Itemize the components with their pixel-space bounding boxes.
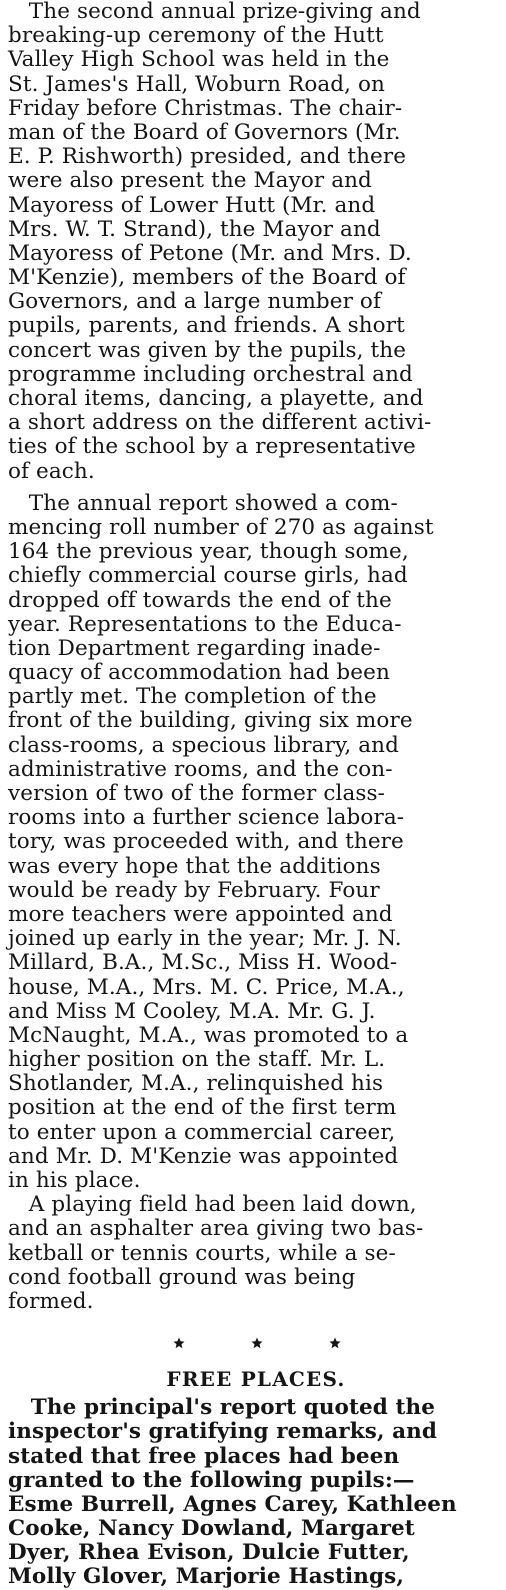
section-separator [8, 1322, 498, 1362]
text-line: front of the building, giving six more [8, 708, 413, 734]
pupil-names-line: Dyer, Rhea Evison, Dulcie Futter, [8, 1540, 410, 1566]
text-line: The second annual prize-giving and [8, 0, 421, 24]
text-line: choral items, dancing, a playette, and [8, 386, 424, 411]
text-line: dropped off towards the end of the [8, 587, 392, 613]
text-line: more teachers were appointed and [8, 901, 393, 927]
text-line: breaking-up ceremony of the Hutt [8, 23, 384, 49]
text-line: mencing roll number of 270 as against [8, 514, 434, 540]
text-line: man of the Board of Governors (Mr. [8, 119, 401, 145]
text-line: Shotlander, M.A., relinquished his [8, 1071, 384, 1097]
text-line: quacy of accommodation had been [8, 660, 390, 686]
text-line: and an asphalter area giving two bas- [8, 1216, 424, 1242]
text-line: partly met. The completion of the [8, 684, 377, 710]
text-line: chiefly commercial course girls, had [8, 563, 408, 589]
text-line: Mrs. W. T. Strand), the Mayor and [8, 216, 381, 242]
text-line: Friday before Christmas. The chair- [8, 95, 403, 121]
text-line: year. Representations to the Educa- [8, 611, 402, 637]
text-line: and Mr. D. M'Kenzie was appointed [8, 1143, 399, 1169]
text-line: ties of the school by a representative [8, 434, 416, 460]
section-heading: FREE PLACES. [166, 1367, 346, 1392]
star-icon [173, 1337, 183, 1347]
text-line: Mayoress of Petone (Mr. and Mrs. D. [8, 240, 412, 266]
text-line: Valley High School was held in the [8, 47, 390, 73]
text-line: A playing field had been laid down, [8, 1192, 417, 1218]
text-line: joined up early in the year; Mr. J. N. [8, 926, 402, 952]
article-column [8, 0, 498, 1590]
text-line: The annual report showed a com- [8, 490, 398, 516]
text-line: granted to the following pupils:— [8, 1467, 415, 1493]
text-line: E. P. Rishworth) presided, and there [8, 144, 407, 170]
text-line: were also present the Mayor and [8, 168, 372, 194]
text-line: stated that free places had been [8, 1443, 400, 1469]
text-line: a short address on the different activi- [8, 410, 432, 436]
text-line: formed. [8, 1288, 94, 1314]
text-line: Mayoress of Lower Hutt (Mr. and [8, 192, 376, 218]
text-line: 164 the previous year, though some, [8, 539, 409, 565]
text-line: M'Kenzie), members of the Board of [8, 265, 406, 291]
text-line: programme including orchestral and [8, 361, 413, 387]
text-line: higher position on the staff. Mr. L. [8, 1047, 386, 1073]
text-line: would be ready by February. Four [8, 877, 380, 903]
star-icon [329, 1337, 339, 1347]
pupil-names-line: Molly Glover, Marjorie Hastings, [8, 1564, 404, 1590]
text-line: pupils, parents, and friends. A short [8, 313, 405, 339]
text-line: cond football ground was being [8, 1264, 356, 1290]
text-line: McNaught, M.A., was promoted to a [8, 1022, 409, 1048]
text-line: house, M.A., Mrs. M. C. Price, M.A., [8, 974, 405, 1000]
paragraph-opening [8, 0, 498, 484]
pupil-names-line: Cooke, Nancy Dowland, Margaret [8, 1516, 415, 1542]
text-line: was every hope that the additions [8, 853, 381, 879]
paragraph-free-places [8, 1396, 498, 1590]
text-line: The principal's report quoted the [8, 1395, 436, 1421]
text-line: in his place. [8, 1168, 141, 1193]
paragraph-playing-field [8, 1193, 498, 1314]
text-line: position at the end of the first term [8, 1095, 397, 1121]
text-line: Governors, and a large number of [8, 289, 382, 315]
text-line: tion Department regarding inade- [8, 635, 381, 661]
text-line: Millard, B.A., M.Sc., Miss H. Wood- [8, 950, 398, 976]
paragraph-annual-report [8, 492, 498, 1193]
text-line: rooms into a further science labora- [8, 805, 405, 831]
text-line: St. James's Hall, Woburn Road, on [8, 71, 386, 97]
text-line: tory, was proceeded with, and there [8, 829, 404, 855]
pupil-names-line: Esme Burrell, Agnes Carey, Kathleen [8, 1491, 457, 1517]
text-line: concert was given by the pupils, the [8, 337, 407, 363]
text-line: of each. [8, 458, 95, 484]
text-line: to enter upon a commercial career, [8, 1119, 396, 1145]
text-line: inspector's gratifying remarks, and [8, 1419, 438, 1445]
text-line: and Miss M Cooley, M.A. Mr. G. J. [8, 998, 376, 1024]
star-icon [251, 1337, 261, 1347]
text-line: administrative rooms, and the con- [8, 756, 393, 782]
text-line: ketball or tennis courts, while a se- [8, 1240, 396, 1266]
text-line: class-rooms, a specious library, and [8, 732, 399, 758]
text-line: version of two of the former class- [8, 781, 385, 806]
